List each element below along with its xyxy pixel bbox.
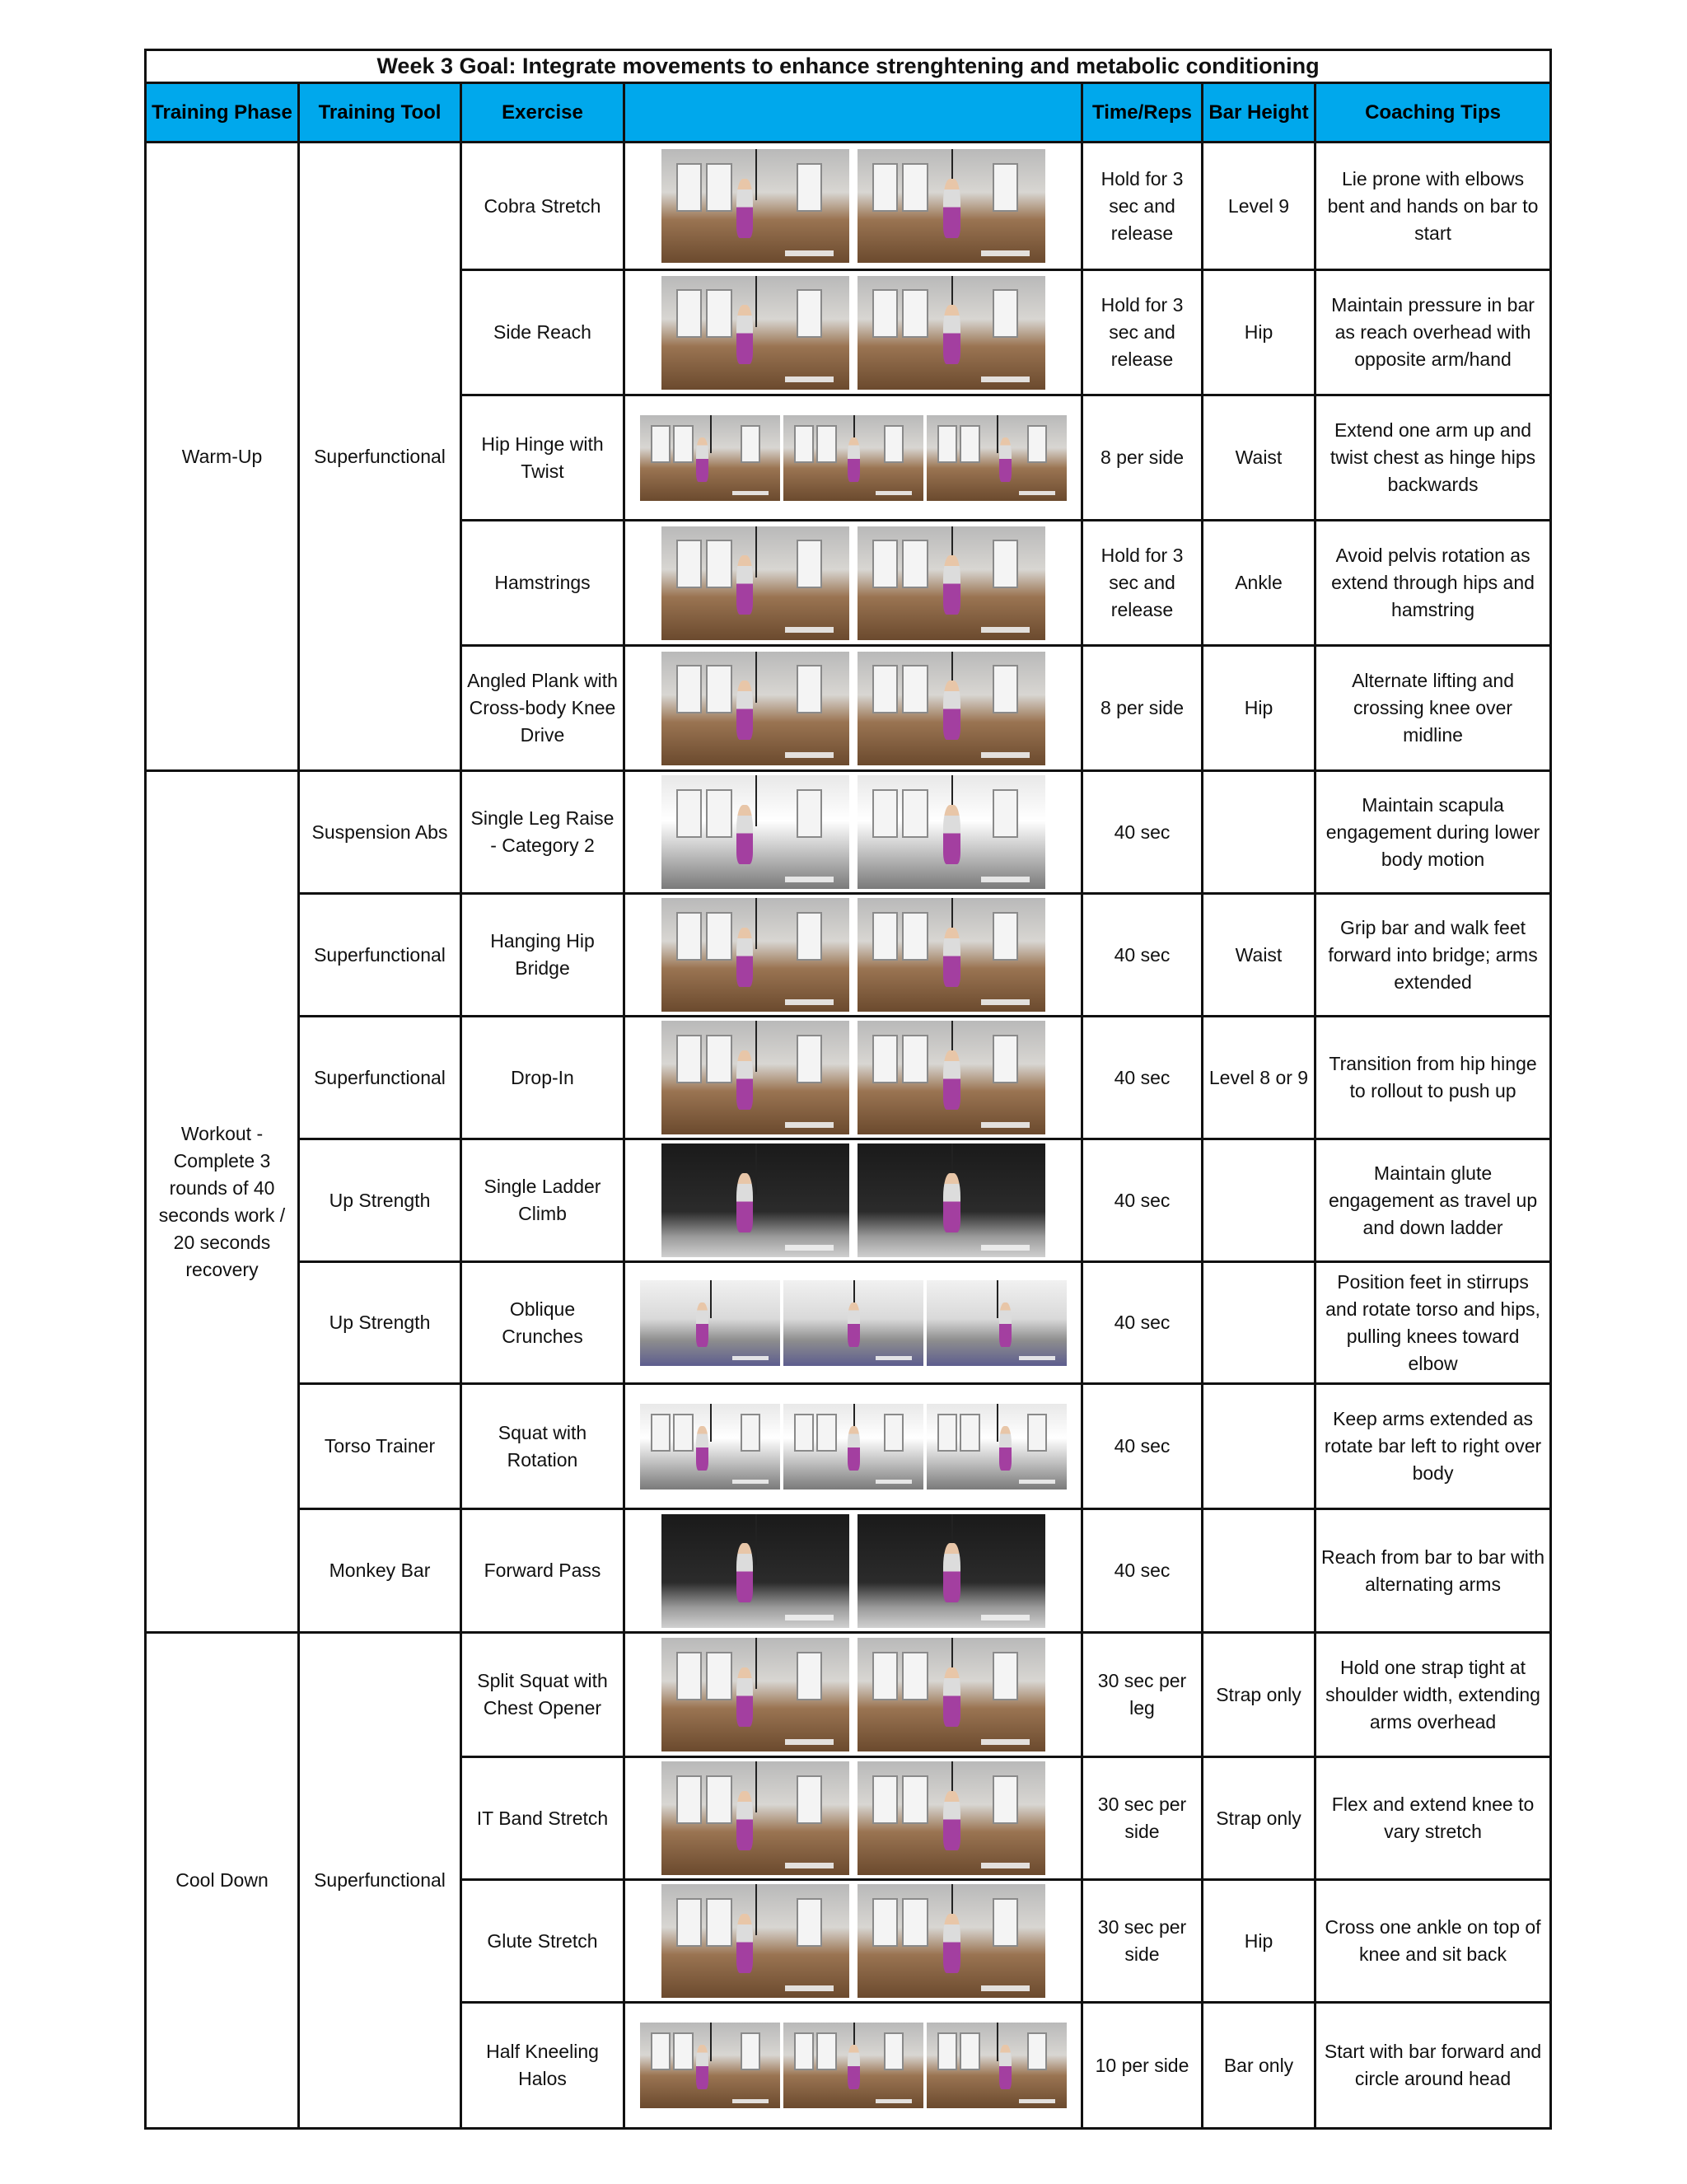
exercise-images [624, 1757, 1082, 1880]
exercise-photo [661, 149, 849, 263]
exercise-cell: Single Leg Raise - Category 2 [461, 771, 624, 894]
exercise-images [624, 1633, 1082, 1757]
brand-logo [876, 1356, 912, 1360]
exercise-cell: Hanging Hip Bridge [461, 894, 624, 1017]
photo-strip [625, 276, 1081, 390]
photo-strip [625, 1021, 1081, 1134]
bar-height-cell [1203, 1139, 1315, 1262]
time-reps-cell: 40 sec [1082, 1509, 1203, 1633]
exercise-cell: Single Ladder Climb [461, 1139, 624, 1262]
photo-strip [625, 2023, 1081, 2108]
header-time-reps: Time/Reps [1082, 83, 1203, 143]
brand-logo [785, 376, 834, 382]
brand-logo [981, 376, 1030, 382]
bar-height-cell [1203, 1509, 1315, 1633]
exercise-photo [858, 1884, 1045, 1998]
exercise-photo [858, 1143, 1045, 1257]
header-training-tool: Training Tool [299, 83, 461, 143]
exercise-photo [858, 149, 1045, 263]
brand-logo [1019, 1480, 1055, 1484]
brand-logo [732, 1480, 769, 1484]
brand-logo [785, 1985, 834, 1991]
brand-logo [785, 1863, 834, 1868]
exercise-photo [661, 1143, 849, 1257]
exercise-images [624, 894, 1082, 1017]
brand-logo [1019, 1356, 1055, 1360]
exercise-photo [661, 526, 849, 640]
exercise-photo [927, 1280, 1067, 1366]
exercise-photo [858, 898, 1045, 1012]
coaching-tip-cell: Maintain glute engagement as travel up and down ladder [1315, 1139, 1551, 1262]
exercise-photo [858, 276, 1045, 390]
exercise-cell: Angled Plank with Cross-body Knee Drive [461, 646, 624, 771]
brand-logo [981, 877, 1030, 882]
table-row [146, 1633, 1551, 1757]
exercise-images [624, 395, 1082, 521]
time-reps-cell: Hold for 3 sec and release [1082, 143, 1203, 270]
brand-logo [981, 1863, 1030, 1868]
time-reps-cell: 8 per side [1082, 646, 1203, 771]
coaching-tip-cell: Cross one ankle on top of knee and sit back [1315, 1880, 1551, 2003]
coaching-tip-cell: Flex and extend knee to vary stretch [1315, 1757, 1551, 1880]
table-row [146, 1017, 1551, 1139]
exercise-images [624, 2003, 1082, 2129]
phase-cell-warmup: Warm-Up [146, 143, 299, 771]
exercise-photo [661, 1021, 849, 1134]
brand-logo [981, 1985, 1030, 1991]
exercise-photo [858, 1638, 1045, 1751]
exercise-images [624, 646, 1082, 771]
tool-cell: Suspension Abs [299, 771, 461, 894]
tool-cell: Monkey Bar [299, 1509, 461, 1633]
bar-height-cell: Waist [1203, 894, 1315, 1017]
exercise-images [624, 143, 1082, 270]
exercise-cell: Forward Pass [461, 1509, 624, 1633]
exercise-cell: Side Reach [461, 270, 624, 395]
time-reps-cell: 40 sec [1082, 1262, 1203, 1384]
time-reps-cell: 8 per side [1082, 395, 1203, 521]
bar-height-cell [1203, 771, 1315, 894]
photo-strip [625, 1514, 1081, 1628]
tool-cell: Superfunctional [299, 143, 461, 771]
exercise-photo [661, 652, 849, 765]
photo-strip [625, 526, 1081, 640]
coaching-tip-cell: Maintain scapula engagement during lower body motion [1315, 771, 1551, 894]
phase-cell-workout: Workout - Complete 3 rounds of 40 seconds work / 20 seconds recovery [146, 771, 299, 1633]
photo-strip [625, 1143, 1081, 1257]
table-row [146, 1509, 1551, 1633]
brand-logo [981, 1122, 1030, 1128]
brand-logo [981, 752, 1030, 758]
table-row [146, 1262, 1551, 1384]
brand-logo [785, 1739, 834, 1745]
exercise-cell: Squat with Rotation [461, 1384, 624, 1509]
tool-cell: Superfunctional [299, 1017, 461, 1139]
bar-height-cell: Hip [1203, 270, 1315, 395]
brand-logo [785, 1122, 834, 1128]
exercise-photo [661, 1761, 849, 1875]
coaching-tip-cell: Maintain pressure in bar as reach overhead with opposite arm/hand [1315, 270, 1551, 395]
photo-strip [625, 1638, 1081, 1751]
exercise-photo [858, 526, 1045, 640]
time-reps-cell: 10 per side [1082, 2003, 1203, 2129]
photo-strip [625, 1280, 1081, 1366]
brand-logo [785, 877, 834, 882]
exercise-images [624, 1139, 1082, 1262]
coaching-tip-cell: Alternate lifting and crossing knee over midline [1315, 646, 1551, 771]
exercise-cell: Cobra Stretch [461, 143, 624, 270]
exercise-photo [858, 1761, 1045, 1875]
header-exercise: Exercise [461, 83, 624, 143]
brand-logo [785, 999, 834, 1005]
exercise-photo [783, 2023, 923, 2108]
exercise-photo [661, 1884, 849, 1998]
exercise-images [624, 1384, 1082, 1509]
bar-height-cell: Strap only [1203, 1633, 1315, 1757]
coaching-tip-cell: Extend one arm up and twist chest as hinge hips backwards [1315, 395, 1551, 521]
exercise-photo [640, 1280, 780, 1366]
bar-height-cell: Level 8 or 9 [1203, 1017, 1315, 1139]
exercise-photo [858, 652, 1045, 765]
bar-height-cell [1203, 1384, 1315, 1509]
photo-strip [625, 1404, 1081, 1490]
exercise-photo [927, 415, 1067, 501]
brand-logo [785, 1615, 834, 1620]
exercise-photo [661, 1638, 849, 1751]
photo-strip [625, 775, 1081, 889]
exercise-photo [783, 1280, 923, 1366]
time-reps-cell: Hold for 3 sec and release [1082, 521, 1203, 646]
exercise-cell: Drop-In [461, 1017, 624, 1139]
brand-logo [785, 1245, 834, 1251]
exercise-cell: IT Band Stretch [461, 1757, 624, 1880]
bar-height-cell: Waist [1203, 395, 1315, 521]
brand-logo [876, 491, 912, 495]
brand-logo [876, 1480, 912, 1484]
coaching-tip-cell: Keep arms extended as rotate bar left to right over body [1315, 1384, 1551, 1509]
header-training-phase: Training Phase [146, 83, 299, 143]
exercise-photo [927, 1404, 1067, 1490]
brand-logo [981, 1739, 1030, 1745]
header-images [624, 83, 1082, 143]
exercise-photo [661, 898, 849, 1012]
exercise-photo [661, 276, 849, 390]
brand-logo [1019, 2099, 1055, 2103]
exercise-photo [640, 415, 780, 501]
coaching-tip-cell: Grip bar and walk feet forward into bridge; arms extended [1315, 894, 1551, 1017]
exercise-cell: Hamstrings [461, 521, 624, 646]
exercise-photo [640, 1404, 780, 1490]
photo-strip [625, 652, 1081, 765]
exercise-images [624, 771, 1082, 894]
photo-strip [625, 415, 1081, 501]
coaching-tip-cell: Avoid pelvis rotation as extend through hips and hamstring [1315, 521, 1551, 646]
exercise-photo [640, 2023, 780, 2108]
exercise-cell: Hip Hinge with Twist [461, 395, 624, 521]
bar-height-cell: Strap only [1203, 1757, 1315, 1880]
coaching-tip-cell: Position feet in stirrups and rotate torso and hips, pulling knees toward elbow [1315, 1262, 1551, 1384]
exercise-cell: Split Squat with Chest Opener [461, 1633, 624, 1757]
exercise-photo [927, 2023, 1067, 2108]
exercise-photo [783, 1404, 923, 1490]
brand-logo [732, 491, 769, 495]
tool-cell: Up Strength [299, 1139, 461, 1262]
coaching-tip-cell: Reach from bar to bar with alternating arms [1315, 1509, 1551, 1633]
brand-logo [981, 1615, 1030, 1620]
tool-cell: Superfunctional [299, 894, 461, 1017]
coaching-tip-cell: Start with bar forward and circle around head [1315, 2003, 1551, 2129]
brand-logo [981, 250, 1030, 256]
brand-logo [981, 999, 1030, 1005]
tool-cell: Superfunctional [299, 1633, 461, 2129]
brand-logo [785, 752, 834, 758]
bar-height-cell [1203, 1262, 1315, 1384]
exercise-images [624, 1880, 1082, 2003]
photo-strip [625, 1884, 1081, 1998]
bar-height-cell: Hip [1203, 1880, 1315, 2003]
time-reps-cell: Hold for 3 sec and release [1082, 270, 1203, 395]
brand-logo [981, 627, 1030, 633]
time-reps-cell: 30 sec per side [1082, 1880, 1203, 2003]
time-reps-cell: 40 sec [1082, 771, 1203, 894]
bar-height-cell: Bar only [1203, 2003, 1315, 2129]
brand-logo [732, 2099, 769, 2103]
exercise-photo [858, 1021, 1045, 1134]
header-coaching-tips: Coaching Tips [1315, 83, 1551, 143]
bar-height-cell: Ankle [1203, 521, 1315, 646]
phase-cell-cooldown: Cool Down [146, 1633, 299, 2129]
table-row [146, 1384, 1551, 1509]
header-bar-height: Bar Height [1203, 83, 1315, 143]
brand-logo [785, 627, 834, 633]
time-reps-cell: 30 sec per side [1082, 1757, 1203, 1880]
workout-table [144, 49, 1552, 2130]
exercise-images [624, 1017, 1082, 1139]
time-reps-cell: 30 sec per leg [1082, 1633, 1203, 1757]
bar-height-cell: Level 9 [1203, 143, 1315, 270]
exercise-photo [661, 1514, 849, 1628]
exercise-cell: Oblique Crunches [461, 1262, 624, 1384]
brand-logo [876, 2099, 912, 2103]
exercise-images [624, 521, 1082, 646]
table-row [146, 771, 1551, 894]
tool-cell: Torso Trainer [299, 1384, 461, 1509]
time-reps-cell: 40 sec [1082, 1139, 1203, 1262]
exercise-photo [661, 775, 849, 889]
time-reps-cell: 40 sec [1082, 894, 1203, 1017]
exercise-images [624, 1262, 1082, 1384]
exercise-images [624, 270, 1082, 395]
brand-logo [981, 1245, 1030, 1251]
brand-logo [1019, 491, 1055, 495]
tool-cell: Up Strength [299, 1262, 461, 1384]
coaching-tip-cell: Lie prone with elbows bent and hands on bar to start [1315, 143, 1551, 270]
table-row [146, 894, 1551, 1017]
exercise-images [624, 1509, 1082, 1633]
coaching-tip-cell: Hold one strap tight at shoulder width, extending arms overhead [1315, 1633, 1551, 1757]
exercise-cell: Half Kneeling Halos [461, 2003, 624, 2129]
time-reps-cell: 40 sec [1082, 1384, 1203, 1509]
coaching-tip-cell: Transition from hip hinge to rollout to push up [1315, 1017, 1551, 1139]
brand-logo [785, 250, 834, 256]
exercise-photo [858, 1514, 1045, 1628]
exercise-photo [783, 415, 923, 501]
table-row [146, 143, 1551, 270]
photo-strip [625, 1761, 1081, 1875]
table-row [146, 1139, 1551, 1262]
photo-strip [625, 149, 1081, 263]
photo-strip [625, 898, 1081, 1012]
exercise-cell: Glute Stretch [461, 1880, 624, 2003]
brand-logo [732, 1356, 769, 1360]
bar-height-cell: Hip [1203, 646, 1315, 771]
page-title: Week 3 Goal: Integrate movements to enhance strenghtening and metabolic conditioning [146, 50, 1551, 83]
time-reps-cell: 40 sec [1082, 1017, 1203, 1139]
exercise-photo [858, 775, 1045, 889]
